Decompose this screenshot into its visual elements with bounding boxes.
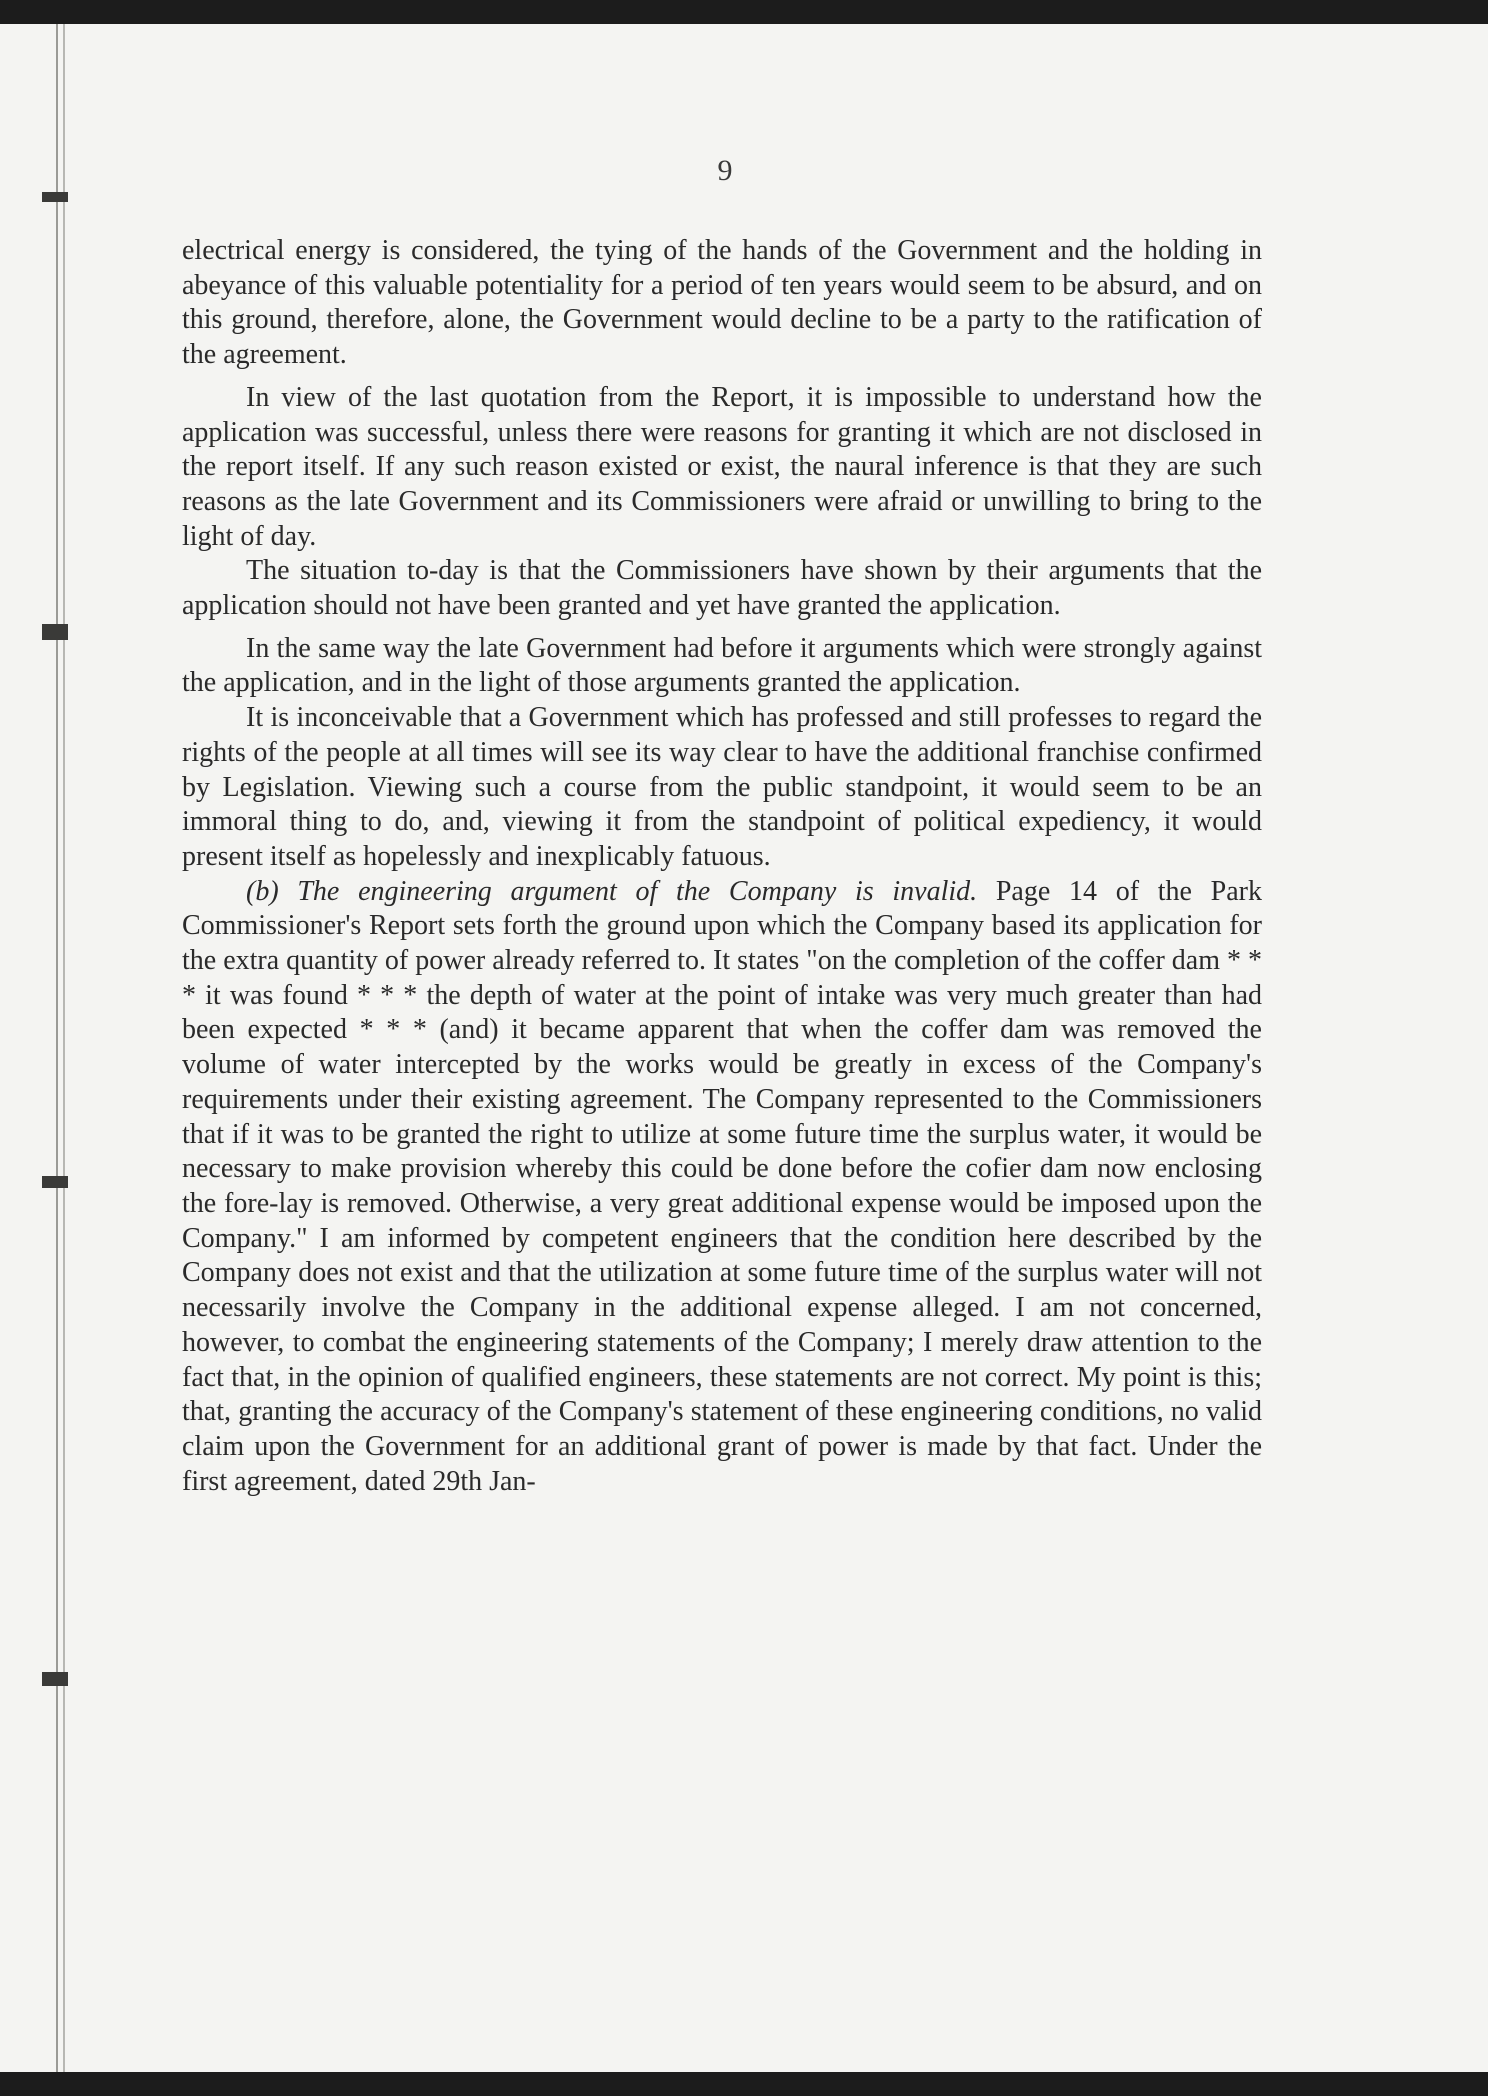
binding-stitch (42, 1672, 68, 1686)
binding-stitch (42, 192, 68, 202)
section-heading: (b) The engineering argument of the Company is invalid. (246, 875, 978, 907)
paragraph: electrical energy is considered, the tying of the hands of the Government and the holding in abeyance of this valuable potentiality for a period of ten years would seem to be absurd, and on this ground, therefore, alone, the Government would decline to be a party to the ratification of the agreement. (182, 235, 1262, 371)
binding-stitch (42, 624, 68, 640)
paragraph (182, 875, 1262, 1500)
page-number: 9 (717, 154, 733, 187)
binding-edge (40, 24, 70, 2072)
binding-thread (56, 24, 58, 2072)
paragraph-body: Page 14 of the Park Commissioner's Report sets forth the ground upon which the Company based its application for the extra quantity of power already referred to. It states "on the completion of the coffer dam * * * it was found * * * the depth of water at the point of intake was very much greater than had been expected * * * (and) it became apparent that when the coffer dam was removed the volume of water intercepted by the works would be greatly in excess of the Company's requirements under their existing agreement. The Company represented to the Commissioners that if it was to be granted the right to utilize at some future time the surplus water, it would be necessary to make provision whereby this could be done before the cofier dam now enclosing the fore-lay is removed. Otherwise, a very great additional expense would be imposed upon the Company." I am informed by competent engineers that the condition here described by the Company does not exist and that the utilization at some future time of the surplus water will not necessarily involve the Company in the additional expense alleged. I am not concerned, however, to combat the engineering statements of the Company; I merely draw attention to the fact that, in the opinion of qualified engineers, these statements are not correct. My point is this; that, granting the accuracy of the Company's statement of these engineering conditions, no valid claim upon the Government for an additional grant of power is made by that fact. Under the first agreement, dated 29th Jan- (182, 875, 1262, 1497)
document-page (0, 24, 1488, 2072)
body-text (182, 234, 1262, 1499)
binding-stitch (42, 1176, 68, 1188)
paragraph: It is inconceivable that a Government which has professed and still professes to regard the rights of the people at all times will see its way clear to have the additional franchise confirmed by Legislation. Viewing such a course from the public standpoint, it would seem to be an immoral thing to do, and, viewing it from the standpoint of political expediency, it would present itself as hopelessly and inexplicably fatuous. (182, 702, 1262, 872)
paragraph: In view of the last quotation from the Report, it is impossible to understand how the application was successful, unless there were reasons for granting it which are not disclosed in the report itself. If any such reason existed or exist, the naural inference is that they are such reasons as the late Government and its Commissioners were afraid or unwilling to bring to the light of day. (182, 381, 1262, 552)
paragraph: The situation to-day is that the Commissioners have shown by their arguments that the application should not have been granted and yet have granted the application. (182, 555, 1262, 622)
binding-thread (63, 24, 65, 2072)
paragraph: In the same way the late Government had before it arguments which were strongly against the application, and in the light of those arguments granted the application. (182, 632, 1262, 699)
